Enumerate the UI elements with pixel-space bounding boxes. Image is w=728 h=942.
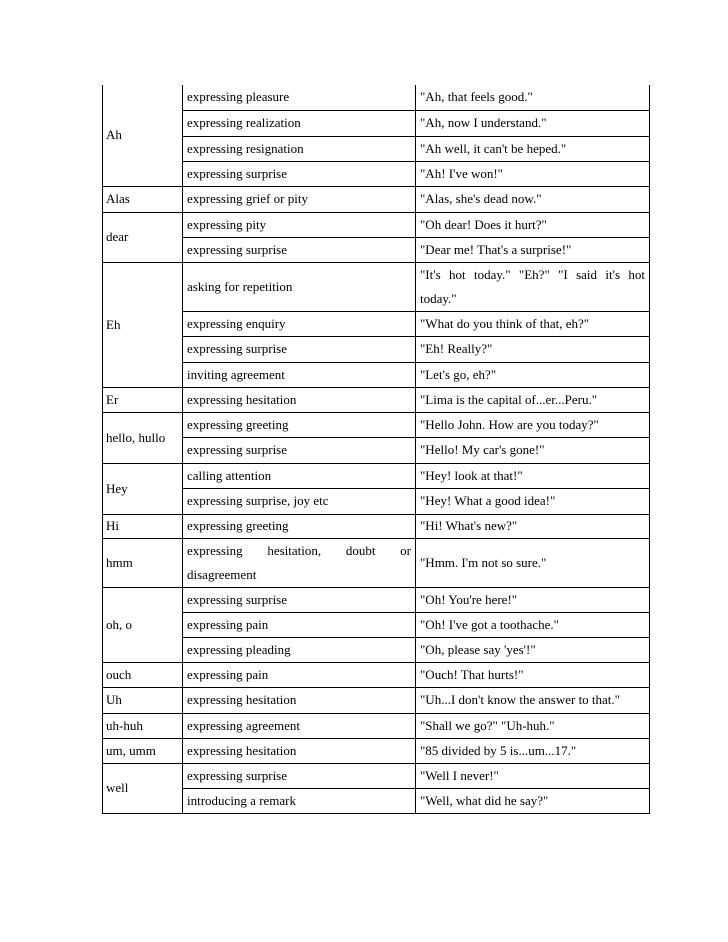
interjection-word: Hey: [103, 463, 183, 514]
interjection-word: dear: [103, 212, 183, 262]
table-row: [103, 437, 650, 463]
example-cell: "Well I never!": [416, 763, 650, 788]
example-cell: "Ah! I've won!": [416, 161, 650, 186]
usage-cell: expressing pain: [183, 612, 416, 637]
example-cell: "What do you think of that, eh?": [416, 311, 650, 336]
interjection-word: Eh: [103, 262, 183, 387]
table-row: [103, 538, 650, 587]
usage-cell: expressing agreement: [183, 713, 416, 738]
interjection-word: Hi: [103, 514, 183, 538]
table-row: [103, 237, 650, 262]
usage-cell: introducing a remark: [183, 788, 416, 813]
usage-cell: expressing pain: [183, 662, 416, 687]
table-row: [103, 687, 650, 713]
usage-cell: expressing pleading: [183, 637, 416, 662]
example-cell: "Hey! look at that!": [416, 463, 650, 488]
table-row: [103, 514, 650, 538]
example-cell: "Ouch! That hurts!": [416, 662, 650, 687]
table-row: [103, 587, 650, 612]
table-row: [103, 463, 650, 488]
table-row: [103, 763, 650, 788]
usage-cell: expressing surprise: [183, 336, 416, 362]
interjection-word: hello, hullo: [103, 412, 183, 463]
example-cell: "Alas, she's dead now.": [416, 186, 650, 212]
example-cell: "Oh! You're here!": [416, 587, 650, 612]
example-cell: "Ah, that feels good.": [416, 85, 650, 110]
example-cell: "Hi! What's new?": [416, 514, 650, 538]
interjection-word: oh, o: [103, 587, 183, 662]
table-row: [103, 637, 650, 662]
table-row: [103, 85, 650, 110]
example-cell: "Uh...I don't know the answer to that.": [416, 687, 650, 713]
table-row: [103, 336, 650, 362]
example-cell: "Ah well, it can't be heped.": [416, 136, 650, 161]
table-row: [103, 488, 650, 514]
interjection-word: ouch: [103, 662, 183, 687]
example-cell: "Oh! I've got a toothache.": [416, 612, 650, 637]
usage-cell: expressing greeting: [183, 412, 416, 437]
usage-cell: expressing hesitation: [183, 387, 416, 412]
table-row: [103, 362, 650, 387]
usage-cell: expressing hesitation, doubt or disagreement: [183, 538, 416, 587]
table-row: [103, 262, 650, 311]
usage-cell: expressing enquiry: [183, 311, 416, 336]
interjections-table: [102, 85, 650, 814]
table-row: [103, 412, 650, 437]
table-row: [103, 212, 650, 237]
example-cell: "Hello! My car's gone!": [416, 437, 650, 463]
usage-cell: expressing greeting: [183, 514, 416, 538]
table-row: [103, 161, 650, 186]
table-row: [103, 387, 650, 412]
example-cell: "Ah, now I understand.": [416, 110, 650, 136]
example-cell: "Dear me! That's a surprise!": [416, 237, 650, 262]
interjection-word: Er: [103, 387, 183, 412]
example-cell: "Eh! Really?": [416, 336, 650, 362]
usage-cell: expressing surprise: [183, 587, 416, 612]
usage-cell: expressing hesitation: [183, 687, 416, 713]
usage-cell: expressing pity: [183, 212, 416, 237]
interjection-word: hmm: [103, 538, 183, 587]
usage-cell: asking for repetition: [183, 262, 416, 311]
usage-cell: expressing surprise, joy etc: [183, 488, 416, 514]
interjection-word: Ah: [103, 85, 183, 186]
table-row: [103, 136, 650, 161]
table-row: [103, 612, 650, 637]
example-cell: "Let's go, eh?": [416, 362, 650, 387]
usage-cell: expressing pleasure: [183, 85, 416, 110]
interjection-word: uh-huh: [103, 713, 183, 738]
table-row: [103, 110, 650, 136]
example-cell: "Oh dear! Does it hurt?": [416, 212, 650, 237]
usage-cell: expressing hesitation: [183, 738, 416, 763]
interjection-word: Uh: [103, 687, 183, 713]
example-cell: "Shall we go?" "Uh-huh.": [416, 713, 650, 738]
usage-cell: expressing surprise: [183, 161, 416, 186]
usage-cell: inviting agreement: [183, 362, 416, 387]
example-cell: "85 divided by 5 is...um...17.": [416, 738, 650, 763]
table-row: [103, 662, 650, 687]
usage-cell: expressing surprise: [183, 763, 416, 788]
table-row: [103, 788, 650, 813]
interjection-word: Alas: [103, 186, 183, 212]
table-row: [103, 311, 650, 336]
example-cell: "Hello John. How are you today?": [416, 412, 650, 437]
table-row: [103, 738, 650, 763]
example-cell: "Oh, please say 'yes'!": [416, 637, 650, 662]
table-row: [103, 186, 650, 212]
usage-cell: expressing surprise: [183, 237, 416, 262]
example-cell: "Lima is the capital of...er...Peru.": [416, 387, 650, 412]
interjection-word: um, umm: [103, 738, 183, 763]
usage-cell: expressing surprise: [183, 437, 416, 463]
example-cell: "Well, what did he say?": [416, 788, 650, 813]
interjections-table-body: [103, 85, 650, 813]
usage-cell: calling attention: [183, 463, 416, 488]
usage-cell: expressing resignation: [183, 136, 416, 161]
example-cell: "Hey! What a good idea!": [416, 488, 650, 514]
example-cell: "Hmm. I'm not so sure.": [416, 538, 650, 587]
example-cell: "It's hot today." "Eh?" "I said it's hot today.": [416, 262, 650, 311]
interjection-word: well: [103, 763, 183, 813]
table-row: [103, 713, 650, 738]
usage-cell: expressing realization: [183, 110, 416, 136]
usage-cell: expressing grief or pity: [183, 186, 416, 212]
